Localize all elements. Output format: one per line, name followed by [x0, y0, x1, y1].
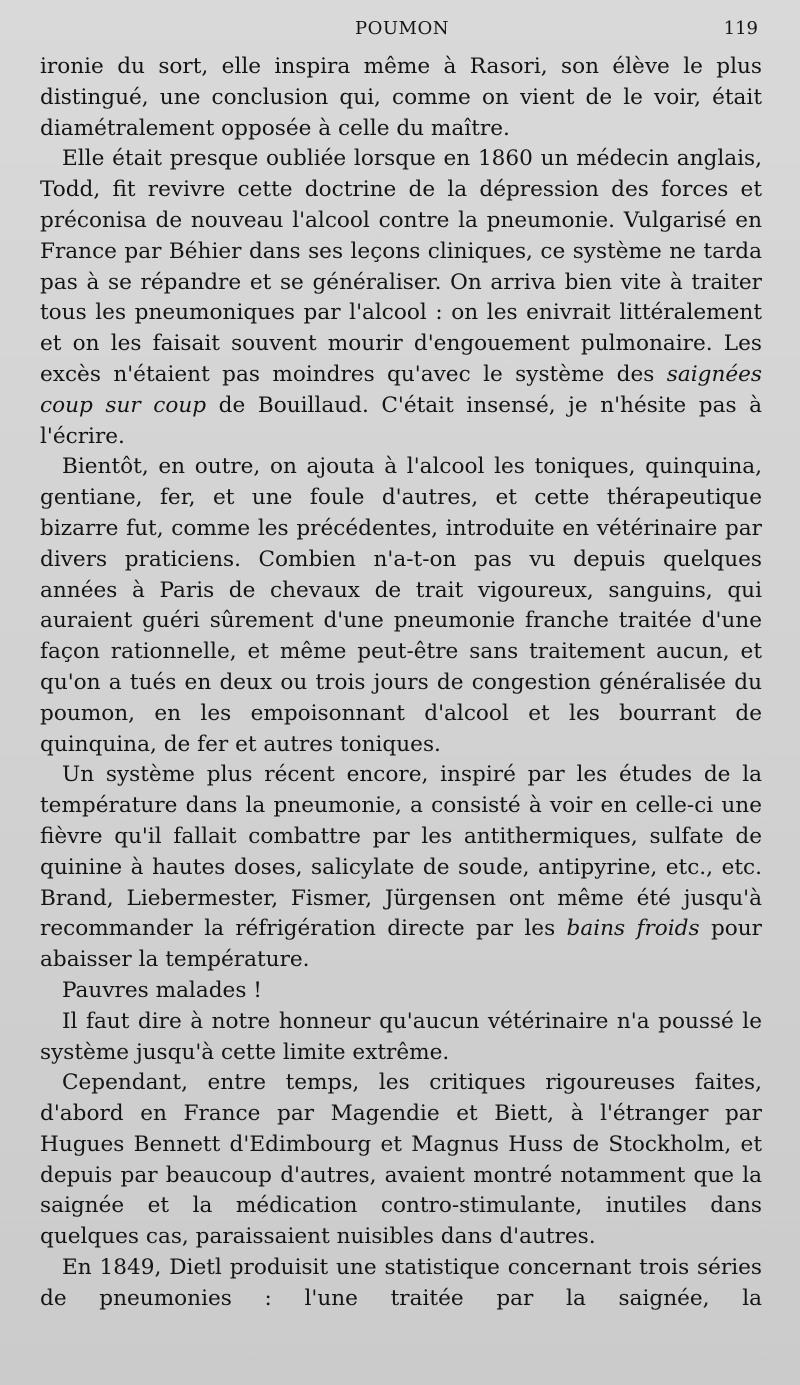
paragraph-6-text: Il faut dire à notre honneur qu'aucun vétérinaire n'a poussé le système jusqu'à cette limite extrême. [40, 1008, 762, 1065]
body-text [40, 52, 762, 1315]
paragraph-2-after: de Bouillaud. C'était insensé, je n'hésite pas à l'écrire. [40, 392, 762, 449]
paragraph-4-after: pour abaisser la température. [40, 916, 763, 973]
paragraph-4-text: Un système plus récent encore, inspiré par les études de la température dans la pneumonie, a consisté à voir en celle-ci une fièvre qu'il fallait combattre par les antithermiques, sulfate de quinine à hautes doses, salicylate de soude, antipyrine, etc., etc. Brand, Liebermester, Fismer, Jürgensen ont même été jusqu'à recommander la réfrigération directe par les [40, 762, 762, 942]
paragraph-7 [40, 1068, 762, 1253]
paragraph-2-text: Elle était presque oubliée lorsque en 1860 un médecin anglais, Todd, fit revivre cette doctrine de la dépression des forces et préconisa de nouveau l'alcool contre la pneumonie. Vulgarisé en France par Béhier dans ses leçons cliniques, ce système ne tarda pas à se répandre et se généraliser. On arriva bien vite à traiter tous les pneumoniques par l'alcool : on les enivrait littéralement et on les faisait souvent mourir d'engouement pulmonaire. Les excès n'étaient pas moindres qu'avec le système des [40, 146, 762, 387]
paragraph-3 [40, 452, 762, 760]
paragraph-3-text: Bientôt, en outre, on ajouta à l'alcool les toniques, quinquina, gentiane, fer, et une foule d'autres, et cette thérapeutique bizarre fut, comme les précédentes, introduite en vétérinaire par divers praticiens. Combien n'a-t-on pas vu depuis quelques années à Paris de chevaux de trait vigoureux, sanguins, qui auraient guéri sûrement d'une pneumonie franche traitée d'une façon rationnelle, et même peut-être sans traitement aucun, et qu'on a tués en deux ou trois jours de congestion généralisée du poumon, en les empoisonnant d'alcool et les bourrant de quinquina, de fer et autres toniques. [40, 454, 762, 757]
running-head [0, 18, 800, 46]
paragraph-4 [40, 760, 762, 976]
paragraph-6 [40, 1007, 762, 1069]
paragraph-4-italic: bains froids [566, 916, 700, 942]
paragraph-2-italic: saignées coup sur coup [40, 361, 762, 418]
paragraph-5 [40, 976, 762, 1007]
page-number: 119 [723, 18, 758, 39]
paragraph-2 [40, 144, 762, 452]
paragraph-7-text: Cependant, entre temps, les critiques rigoureuses faites, d'abord en France par Magendie et Biett, à l'étranger par Hugues Bennett d'Edimbourg et Magnus Huss de Stockholm, et depuis par beaucoup d'autres, avaient montré notamment que la saignée et la médication contro-stimulante, inutiles dans quelques cas, paraissaient nuisibles dans d'autres. [40, 1070, 762, 1250]
running-title: POUMON [355, 18, 449, 39]
paragraph-5-text: Pauvres malades ! [62, 977, 262, 1003]
paragraph-1 [40, 52, 762, 144]
paragraph-8 [40, 1253, 762, 1315]
paragraph-8-text: En 1849, Dietl produisit une statistique concernant trois séries de pneumonies : l'une traitée par la saignée, la [40, 1255, 762, 1311]
paragraph-1-text: ironie du sort, elle inspira même à Rasori, son élève le plus distingué, une conclusion qui, comme on vient de le voir, était diamétralement opposée à celle du maître. [40, 54, 762, 141]
